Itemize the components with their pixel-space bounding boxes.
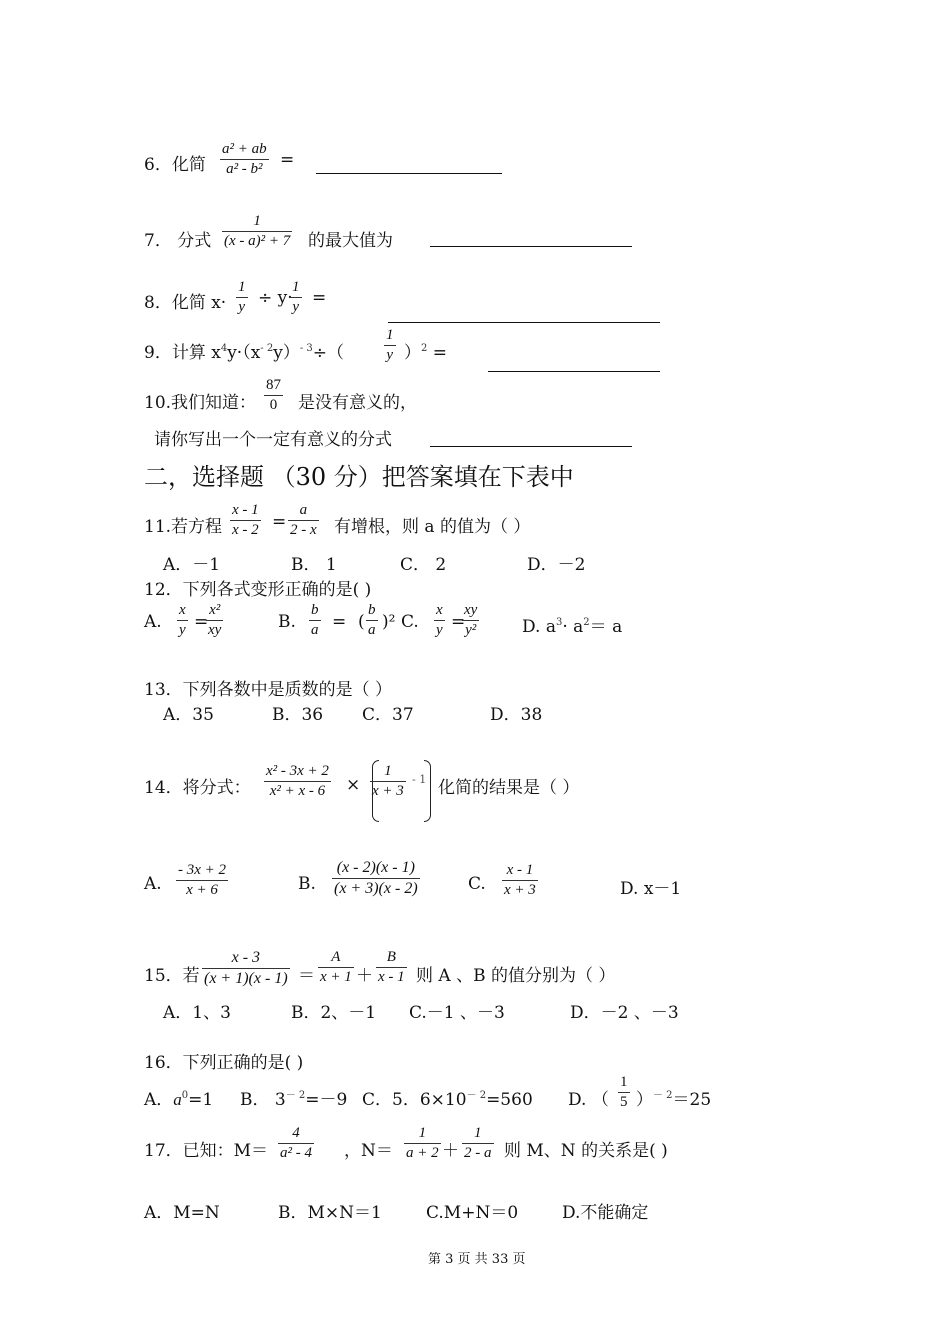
q12-d-exp-2: 2 [583, 617, 590, 628]
q8-f2-denominator: y [292, 299, 300, 315]
q16-a-tail: =1 [188, 1090, 214, 1110]
q9-fraction [384, 328, 396, 363]
q17-n1-num: 1 [418, 1125, 427, 1141]
q17-option-a[interactable]: A．M=N [144, 1203, 220, 1223]
q15-l-num: x - 3 [231, 949, 261, 966]
q11-l-numerator: x - 1 [232, 502, 259, 518]
q14-inner-denominator: x + 3 [372, 783, 404, 799]
q12-b-left-fraction [309, 603, 321, 638]
q13-option-d[interactable]: D．38 [490, 705, 543, 725]
q7-tail: 的最大值为 [308, 231, 393, 251]
q17-m-den: a² - 4 [280, 1145, 312, 1161]
q15-option-d[interactable]: D．－2 、－3 [570, 1003, 679, 1023]
q12-c-left-fraction [434, 603, 445, 638]
q12-c-right-fraction [462, 603, 479, 638]
q11-equals: = [272, 512, 287, 532]
q9-part-4: ） [404, 343, 421, 363]
q14-c-num: x - 1 [506, 862, 534, 878]
q17-label: 17．已知：M＝ [144, 1141, 269, 1161]
q14-a-den: x + 6 [186, 882, 218, 898]
q13-option-b[interactable]: B．36 [272, 705, 324, 725]
q6-numerator: a² + ab [222, 141, 267, 157]
q16-d-tail-group [636, 1085, 711, 1110]
q15-a-fraction [318, 950, 354, 985]
q14-c-den: x + 3 [504, 882, 536, 898]
q9-expression [144, 338, 344, 363]
q12-d-exp-1: 3 [555, 617, 563, 628]
section-2-title: 二，选择题 （30 分）把答案填在下表中 [144, 463, 574, 491]
q16-option-b[interactable] [240, 1085, 347, 1110]
q6-label: 6．化简 [144, 155, 206, 175]
q12-b-paren-fraction [366, 603, 378, 638]
q11-option-a[interactable]: A．－1 [163, 555, 221, 575]
q12-a-left-fraction [177, 603, 188, 638]
q12-d-tail: ＝ a [589, 617, 623, 637]
q11-left-fraction [230, 503, 261, 538]
q9-equals: = [432, 343, 448, 363]
q15-a-den: x + 1 [320, 969, 352, 985]
q14-right-bracket [424, 760, 431, 822]
q15-option-a[interactable]: A．1、3 [163, 1003, 231, 1023]
q16-label: 16．下列正确的是( ) [144, 1053, 304, 1073]
q15-option-c[interactable]: C.－1 、－3 [409, 1003, 505, 1023]
q6-fraction [220, 142, 269, 177]
q17-tail: 则 M、N 的关系是( ) [504, 1141, 668, 1161]
q12-label: 12．下列各式变形正确的是( ) [144, 580, 372, 600]
q12-option-a-label[interactable]: A. [144, 612, 162, 632]
q8-fraction-2 [290, 280, 302, 315]
q12-d-label: D. a [522, 617, 556, 637]
q12-c-r-den: y² [465, 622, 477, 638]
q14-denominator: x² + x - 6 [269, 783, 326, 799]
q15-l-den: (x + 1)(x - 1) [204, 970, 288, 987]
page-footer: 第 3 页 共 33 页 [428, 1252, 526, 1267]
q12-option-b-label[interactable]: B. [278, 612, 296, 632]
q14-tail: 化简的结果是（ ） [438, 778, 580, 798]
q7-fraction [222, 214, 292, 249]
q12-c-equals: = [451, 612, 466, 632]
q16-c-tail: =560 [486, 1090, 533, 1110]
q16-option-c[interactable] [362, 1085, 533, 1110]
q11-option-c[interactable]: C． 2 [400, 555, 447, 575]
q12-c-l-den: y [436, 622, 443, 638]
q15-option-b[interactable]: B．2、－1 [291, 1003, 377, 1023]
q9-exp-4: 2 [421, 343, 428, 354]
q16-option-a[interactable] [144, 1085, 213, 1110]
q12-b-equals: = [332, 612, 347, 632]
q12-option-d[interactable] [522, 612, 622, 637]
q12-b-open: ( [358, 612, 365, 632]
q12-b-close: )² [382, 612, 396, 632]
q16-d-den: 5 [620, 1094, 628, 1110]
q17-plus: ＋ [442, 1141, 459, 1161]
q14-option-a-fraction [176, 863, 228, 898]
q11-r-denominator: 2 - x [290, 522, 317, 538]
q12-c-l-num: x [436, 602, 443, 618]
q14-inner-fraction [370, 764, 406, 799]
q17-n2-fraction [462, 1126, 494, 1161]
q14-option-a-label[interactable]: A. [144, 874, 162, 894]
q10-label: 10.我们知道： [144, 393, 257, 413]
q15-b-den: x - 1 [378, 969, 405, 985]
q11-l-denominator: x - 2 [232, 522, 259, 538]
q17-mid: ，N＝ [344, 1141, 393, 1161]
q14-b-num: (x - 2)(x - 1) [336, 859, 415, 876]
q14-option-d[interactable]: D. x－1 [620, 879, 682, 899]
q8-f2-numerator: 1 [292, 279, 300, 295]
q12-b-p-den: a [368, 622, 376, 638]
q15-tail: 则 A 、B 的值分别为（ ） [416, 966, 616, 986]
q16-option-d-label[interactable]: D. （ [568, 1090, 609, 1110]
q11-option-d[interactable]: D．－2 [527, 555, 586, 575]
q16-a-base: a [173, 1090, 182, 1109]
q17-option-c[interactable]: C.M+N＝0 [426, 1203, 519, 1223]
q15-a-num: A [331, 949, 341, 965]
q10-answer-blank[interactable] [430, 446, 632, 447]
q8-f1-denominator: y [238, 299, 246, 315]
q10-fraction [264, 378, 283, 413]
q16-d-num: 1 [620, 1074, 628, 1090]
q7-label: 7． 分式 [144, 231, 212, 251]
q12-a-equals: = [194, 612, 209, 632]
q16-b-exp: － 2 [285, 1090, 306, 1101]
q16-a-label: A． [144, 1090, 174, 1110]
q16-d-exp: － 2 [653, 1090, 673, 1101]
q17-n2-num: 1 [474, 1125, 482, 1141]
q12-a-r-num: x² [209, 602, 221, 618]
q9-part-1: y·（x [227, 343, 261, 363]
q15-left-fraction [202, 950, 290, 987]
q12-a-l-num: x [179, 602, 186, 618]
q9-answer-blank[interactable] [488, 371, 660, 372]
q16-c-label: C．5．6×10 [362, 1090, 467, 1110]
q16-d-close: ） [636, 1090, 653, 1110]
q10-numerator: 87 [266, 377, 281, 393]
q9-exp-1: 4 [220, 343, 228, 354]
q12-a-l-den: y [179, 622, 186, 638]
q14-times: × [346, 775, 361, 795]
q8-fraction-1 [236, 280, 248, 315]
q12-c-r-num: xy [464, 602, 478, 618]
q14-a-num: - 3x + 2 [178, 862, 227, 878]
q13-label: 13．下列各数中是质数的是（ ） [144, 680, 393, 700]
q17-n1-fraction [404, 1126, 441, 1161]
q11-label: 11.若方程 [144, 517, 223, 537]
q8-answer-blank[interactable] [388, 322, 660, 323]
q10-tail: 是没有意义的， [298, 393, 417, 413]
q9-exp-2: - 2 [260, 343, 274, 354]
q14-label: 14．将分式： [144, 778, 251, 798]
q11-r-numerator: a [299, 502, 308, 518]
q17-n2-den: 2 - a [464, 1145, 492, 1161]
q12-option-c-label[interactable]: C. [401, 612, 419, 632]
q12-b-l-den: a [311, 622, 319, 638]
q15-plus: ＋ [356, 966, 373, 986]
q9-part-2: y） [273, 343, 300, 363]
q13-option-a[interactable]: A．35 [163, 705, 214, 725]
q7-denominator: (x - a)² + 7 [224, 233, 291, 249]
q14-numerator: x² - 3x + 2 [266, 763, 329, 779]
q9-part-3: ÷（ [312, 343, 344, 363]
q16-d-tail: ＝25 [672, 1090, 712, 1110]
q12-d-mid: · a [562, 617, 584, 637]
q10-denominator: 0 [269, 397, 278, 413]
q11-right-fraction [288, 503, 319, 538]
q14-option-b-label[interactable]: B. [298, 874, 316, 894]
q6-denominator: a² - b² [226, 161, 263, 177]
q9-label: 9．计算 x [144, 343, 221, 363]
q8-label: 8．化简 x· [144, 293, 227, 313]
q16-a-exp: 0 [181, 1090, 189, 1101]
q8-f1-numerator: 1 [238, 279, 246, 295]
q14-exponent: - 1 [412, 773, 427, 786]
q10-line2: 请你写出一个一定有意义的分式 [154, 430, 392, 450]
q12-b-l-num: b [311, 602, 319, 618]
q9-tail [404, 338, 447, 363]
q17-n1-den: a + 2 [406, 1145, 439, 1161]
q16-b-tail: =－9 [305, 1090, 348, 1110]
q13-option-c[interactable]: C．37 [362, 705, 414, 725]
q17-m-num: 4 [292, 1125, 300, 1141]
q17-m-fraction [278, 1126, 314, 1161]
q16-b-label: B． 3 [240, 1090, 286, 1110]
q16-c-exp: － 2 [466, 1090, 487, 1101]
q15-b-fraction [376, 950, 407, 985]
q8-middle: ÷ y· [258, 288, 293, 308]
q17-option-b[interactable]: B．M×N＝1 [278, 1203, 382, 1223]
q6-answer-blank[interactable] [316, 173, 502, 174]
q14-option-c-fraction [502, 863, 538, 898]
q14-option-b-fraction [332, 860, 420, 897]
q6-equals: = [280, 150, 295, 170]
q9-exp-3: - 3 [299, 343, 313, 354]
q15-equals: ＝ [298, 966, 315, 986]
q15-label: 15．若 [144, 966, 200, 986]
q14-inner-numerator: 1 [384, 763, 392, 779]
q15-b-num: B [386, 949, 396, 965]
q8-equals: = [312, 288, 327, 308]
q16-d-fraction [618, 1075, 630, 1110]
q17-option-d[interactable]: D.不能确定 [562, 1203, 649, 1223]
q14-option-c-label[interactable]: C. [468, 874, 486, 894]
q11-option-b[interactable]: B． 1 [291, 555, 337, 575]
q7-answer-blank[interactable] [430, 246, 632, 247]
q9-f-denominator: y [386, 347, 394, 363]
q14-fraction [264, 764, 331, 799]
q12-a-right-fraction [206, 603, 223, 638]
q12-a-r-den: xy [208, 622, 222, 638]
q11-tail: 有增根，则 a 的值为（ ） [334, 517, 531, 537]
q7-numerator: 1 [253, 213, 261, 229]
q9-f-numerator: 1 [386, 327, 394, 343]
q14-b-den: (x + 3)(x - 2) [334, 880, 418, 897]
q12-b-p-num: b [368, 602, 376, 618]
